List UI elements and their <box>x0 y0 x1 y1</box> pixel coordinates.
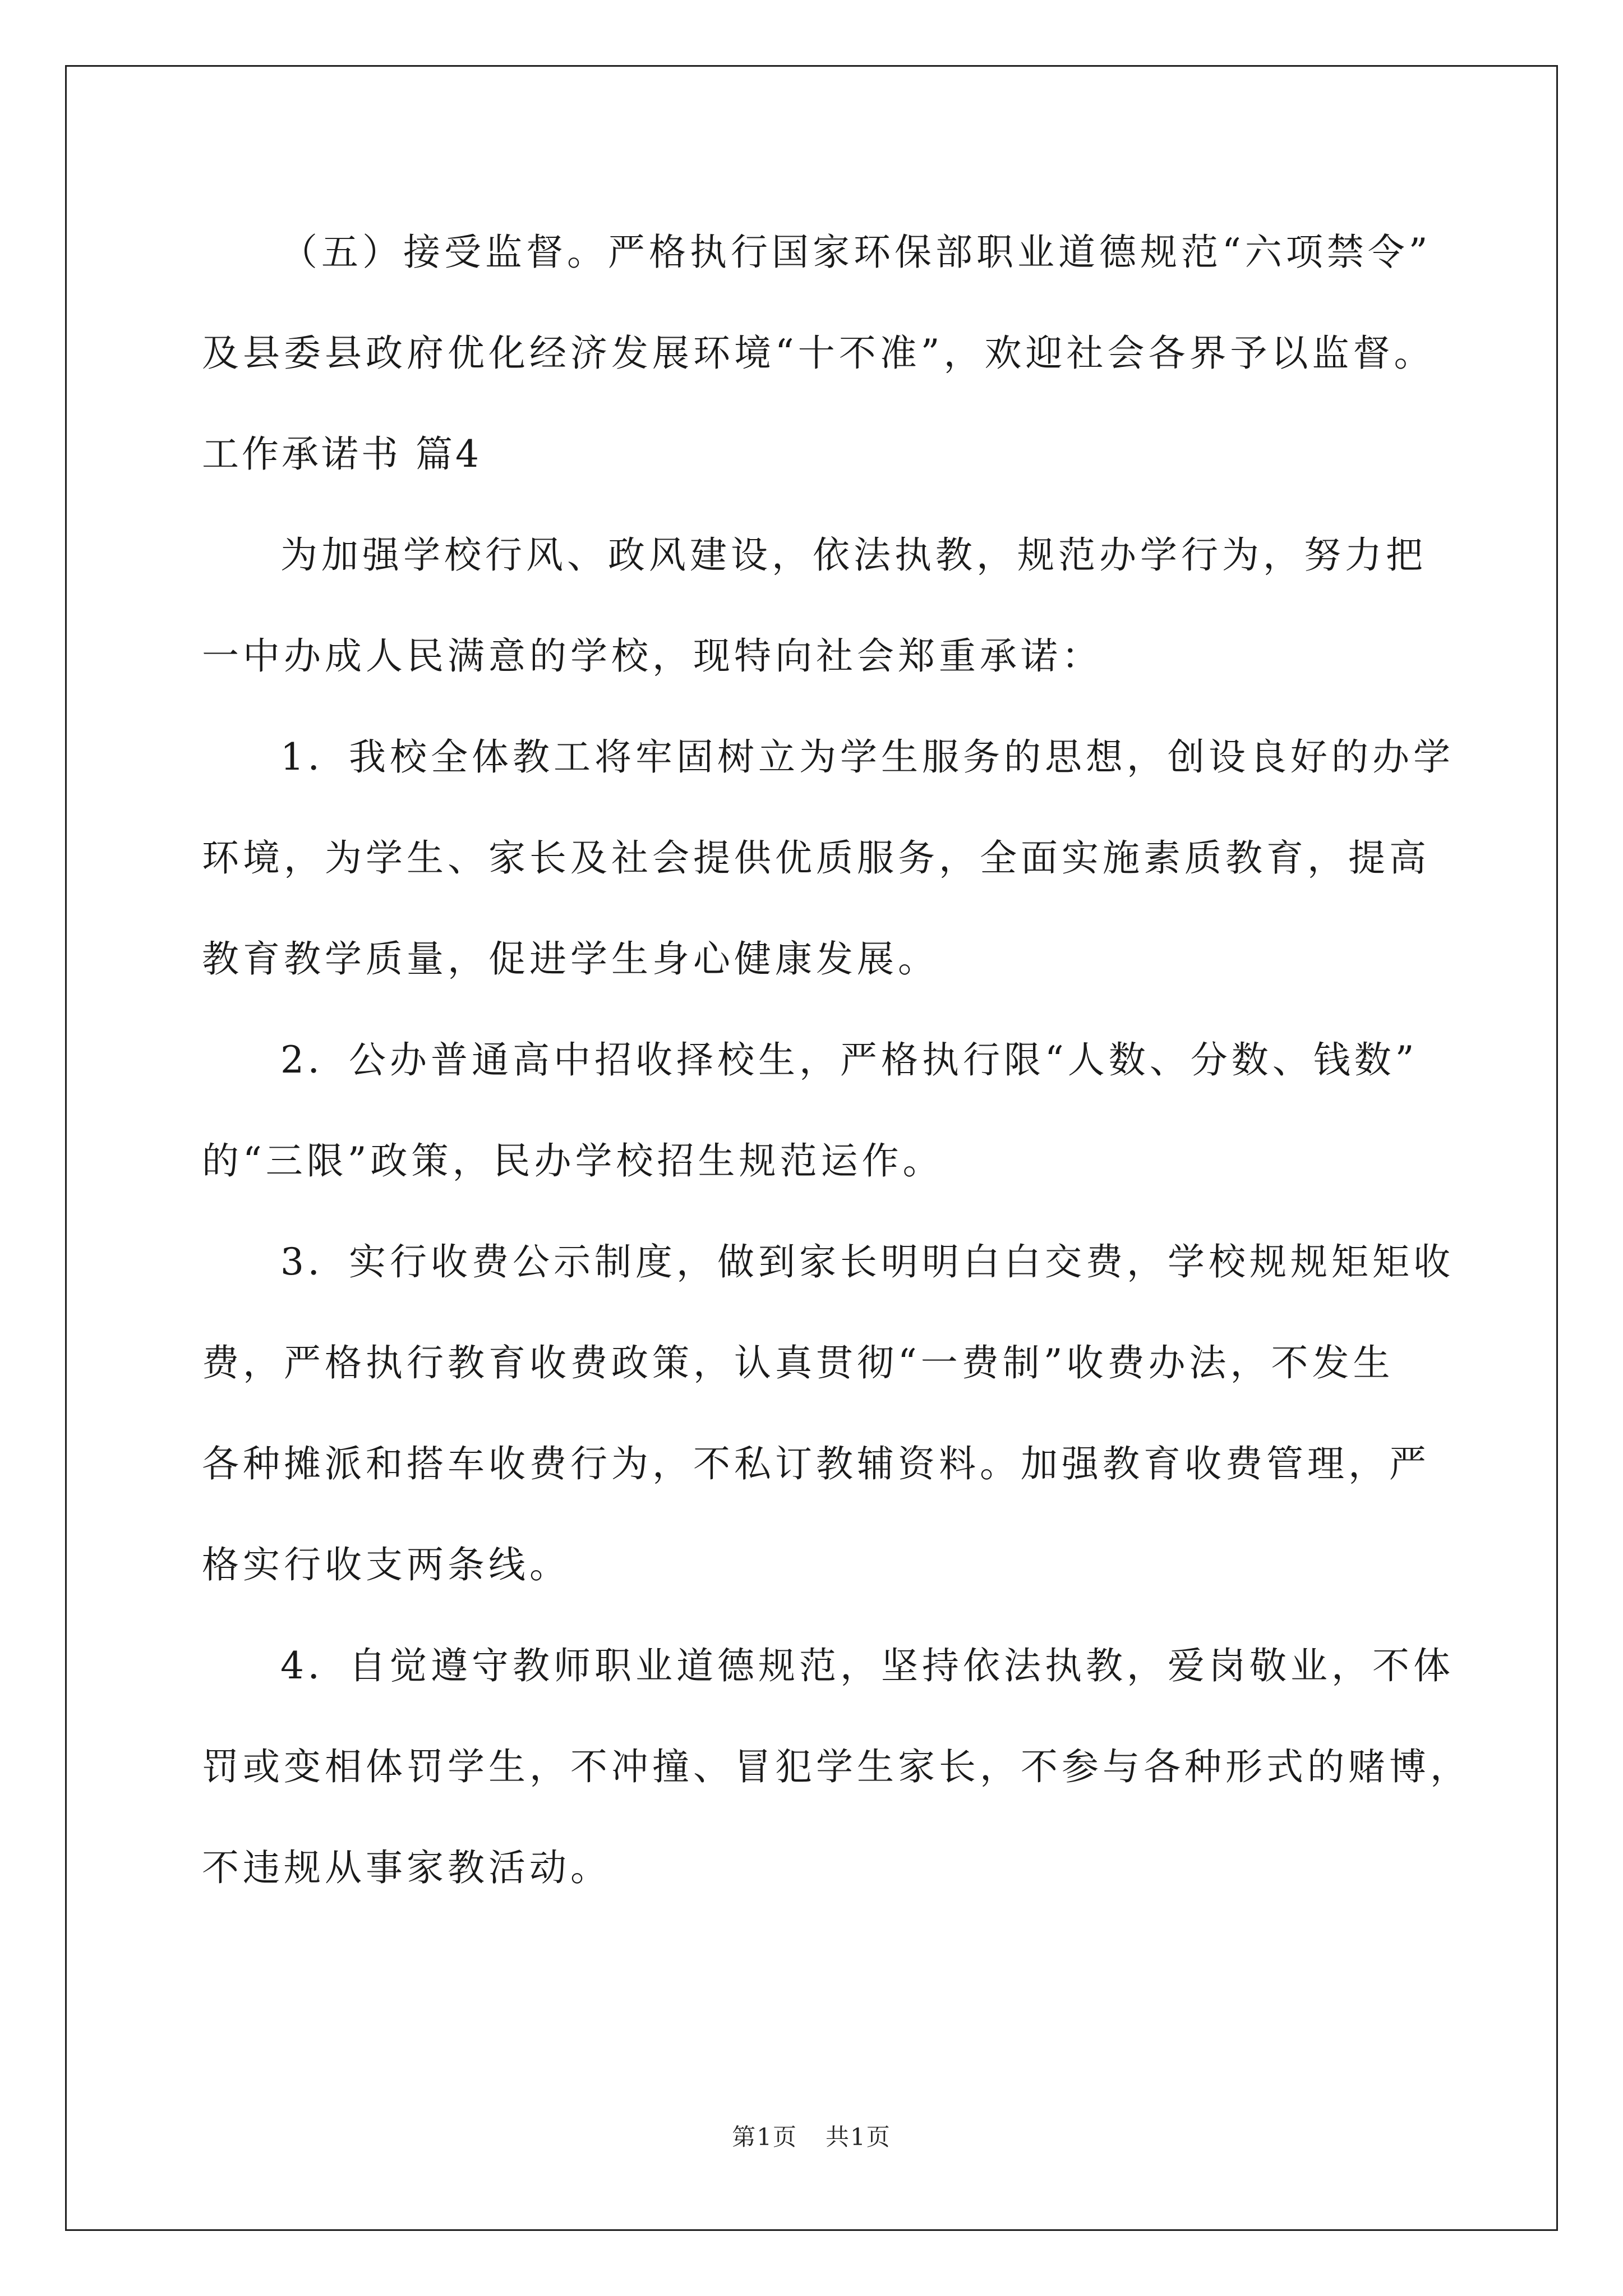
document-body <box>202 202 1471 1918</box>
paragraph-line: 环境，为学生、家长及社会提供优质服务，全面实施素质教育，提高 <box>202 836 1430 880</box>
paragraph-line: 费，严格执行教育收费政策，认真贯彻“一费制”收费办法，不发生 <box>202 1341 1394 1384</box>
paragraph-line: （五）接受监督。严格执行国家环保部职业道德规范“六项禁令” <box>280 231 1432 274</box>
paragraph-line: 格实行收支两条线。 <box>202 1543 570 1586</box>
paragraph-line: 的“三限”政策，民办学校招生规范运作。 <box>202 1139 944 1182</box>
paragraph-line: 罚或变相体罚学生，不冲撞、冒犯学生家长，不参与各种形式的赌博， <box>202 1745 1471 1788</box>
paragraph-line: 及县委县政府优化经济发展环境“十不准”，欢迎社会各界予以监督。 <box>202 332 1435 375</box>
paragraph-line: 不违规从事家教活动。 <box>202 1846 611 1889</box>
section-heading: 工作承诺书 篇4 <box>202 432 482 476</box>
paragraph-line: 各种摊派和搭车收费行为，不私订教辅资料。加强教育收费管理，严 <box>202 1442 1430 1485</box>
paragraph-line: 教育教学质量，促进学生身心健康发展。 <box>202 937 939 981</box>
page-number-total: 共1页 <box>826 2123 891 2151</box>
paragraph-line: 一中办成人民满意的学校，现特向社会郑重承诺： <box>202 634 1103 678</box>
paragraph-line: 1．我校全体教工将牢固树立为学生服务的思想，创设良好的办学 <box>280 735 1454 779</box>
page-number-current: 第1页 <box>732 2123 797 2151</box>
page-footer <box>0 2120 1623 2154</box>
paragraph-line: 3．实行收费公示制度，做到家长明明白白交费，学校规规矩矩收 <box>280 1240 1454 1283</box>
paragraph-line: 为加强学校行风、政风建设，依法执教，规范办学行为，努力把 <box>280 533 1427 577</box>
paragraph-line: 2．公办普通高中招收择校生，严格执行限“人数、分数、钱数” <box>280 1038 1418 1082</box>
paragraph-line: 4．自觉遵守教师职业道德规范，坚持依法执教，爱岗敬业，不体 <box>280 1644 1454 1687</box>
